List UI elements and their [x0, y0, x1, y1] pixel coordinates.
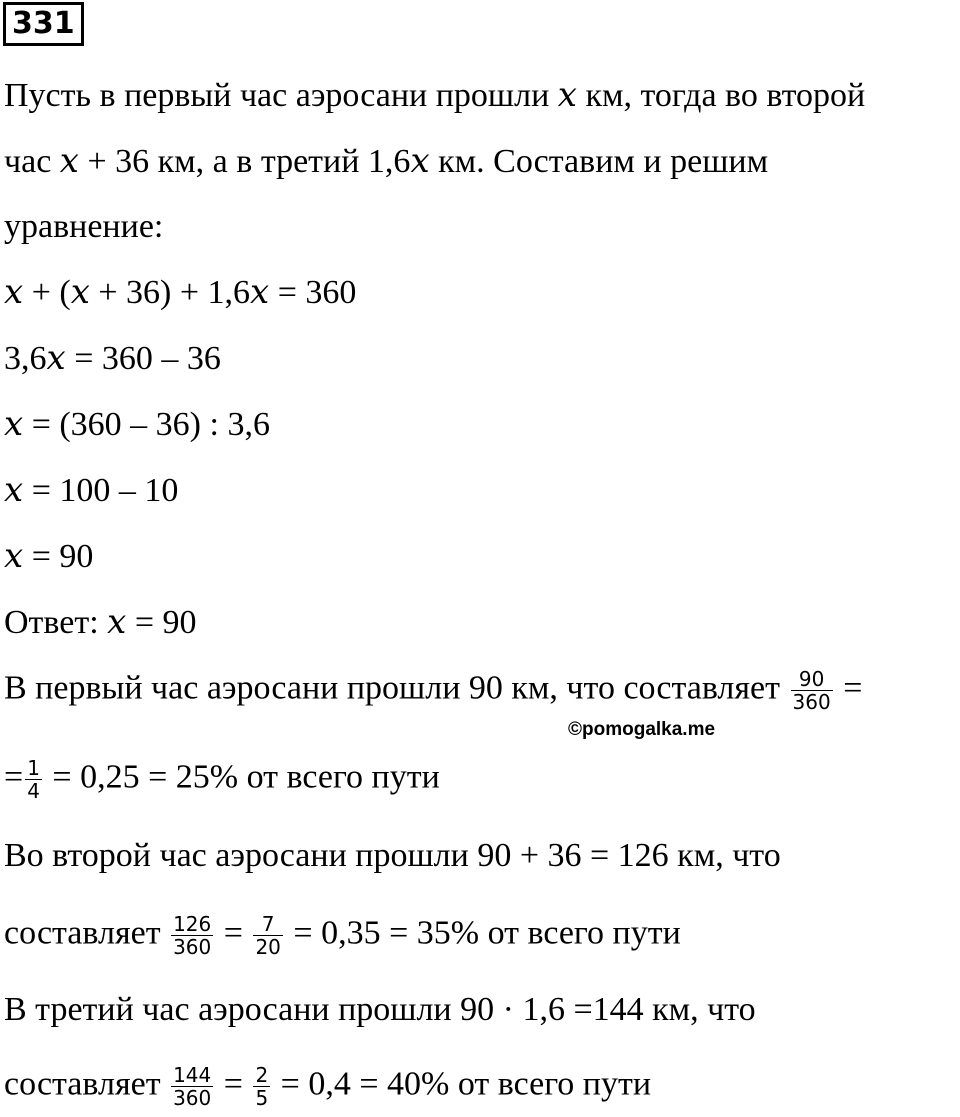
hour3-fraction-line: составляет $\frac{144}{360}$ = $\frac{2}{5}$ = 0,4 = 40% от всего пути: [4, 1063, 652, 1110]
equation-1: x + (x + 36) + 1,6x = 360: [4, 272, 357, 312]
answer-line: Ответ: x = 90: [4, 602, 197, 642]
watermark: ©pomogalka.me: [568, 719, 716, 740]
fraction-126-360: $\frac{126}{360}$: [173, 912, 212, 959]
hour3-line: В третий час аэросани прошли 90 · 1,6 =144 км, что: [4, 991, 756, 1028]
intro-line-1: Пусть в первый час аэросани прошли x км, тогда во второй: [4, 75, 866, 115]
problem-number: 331: [3, 2, 84, 46]
hour1-continuation: = $\frac{1}{4}$ = 0,25 = 25% от всего пути: [4, 756, 440, 803]
intro-line-2: час x + 36 км, а в третий 1,6x км. Составим и решим: [4, 141, 769, 181]
fraction-2-5: $\frac{2}{5}$: [255, 1063, 269, 1110]
fraction-90-360: $\frac{90}{360}$: [792, 667, 831, 714]
equation-4: x = 100 – 10: [4, 470, 179, 510]
hour1-line: В первый час аэросани прошли 90 км, что составляет $\frac{90}{360}$ =: [4, 667, 863, 714]
fraction-7-20: $\frac{7}{20}$: [255, 912, 281, 959]
fraction-144-360: $\frac{144}{360}$: [173, 1063, 212, 1110]
equation-5: x = 90: [4, 536, 94, 576]
fraction-1-4: $\frac{1}{4}$: [27, 756, 40, 803]
equation-2: 3,6x = 360 – 36: [4, 338, 221, 378]
hour2-fraction-line: составляет $\frac{126}{360}$ = $\frac{7}{20}$ = 0,35 = 35% от всего пути: [4, 912, 681, 959]
intro-line-3: уравнение:: [4, 208, 164, 245]
hour2-line: Во второй час аэросани прошли 90 + 36 = 126 км, что: [4, 837, 781, 874]
equation-3: x = (360 – 36) : 3,6: [4, 404, 270, 444]
